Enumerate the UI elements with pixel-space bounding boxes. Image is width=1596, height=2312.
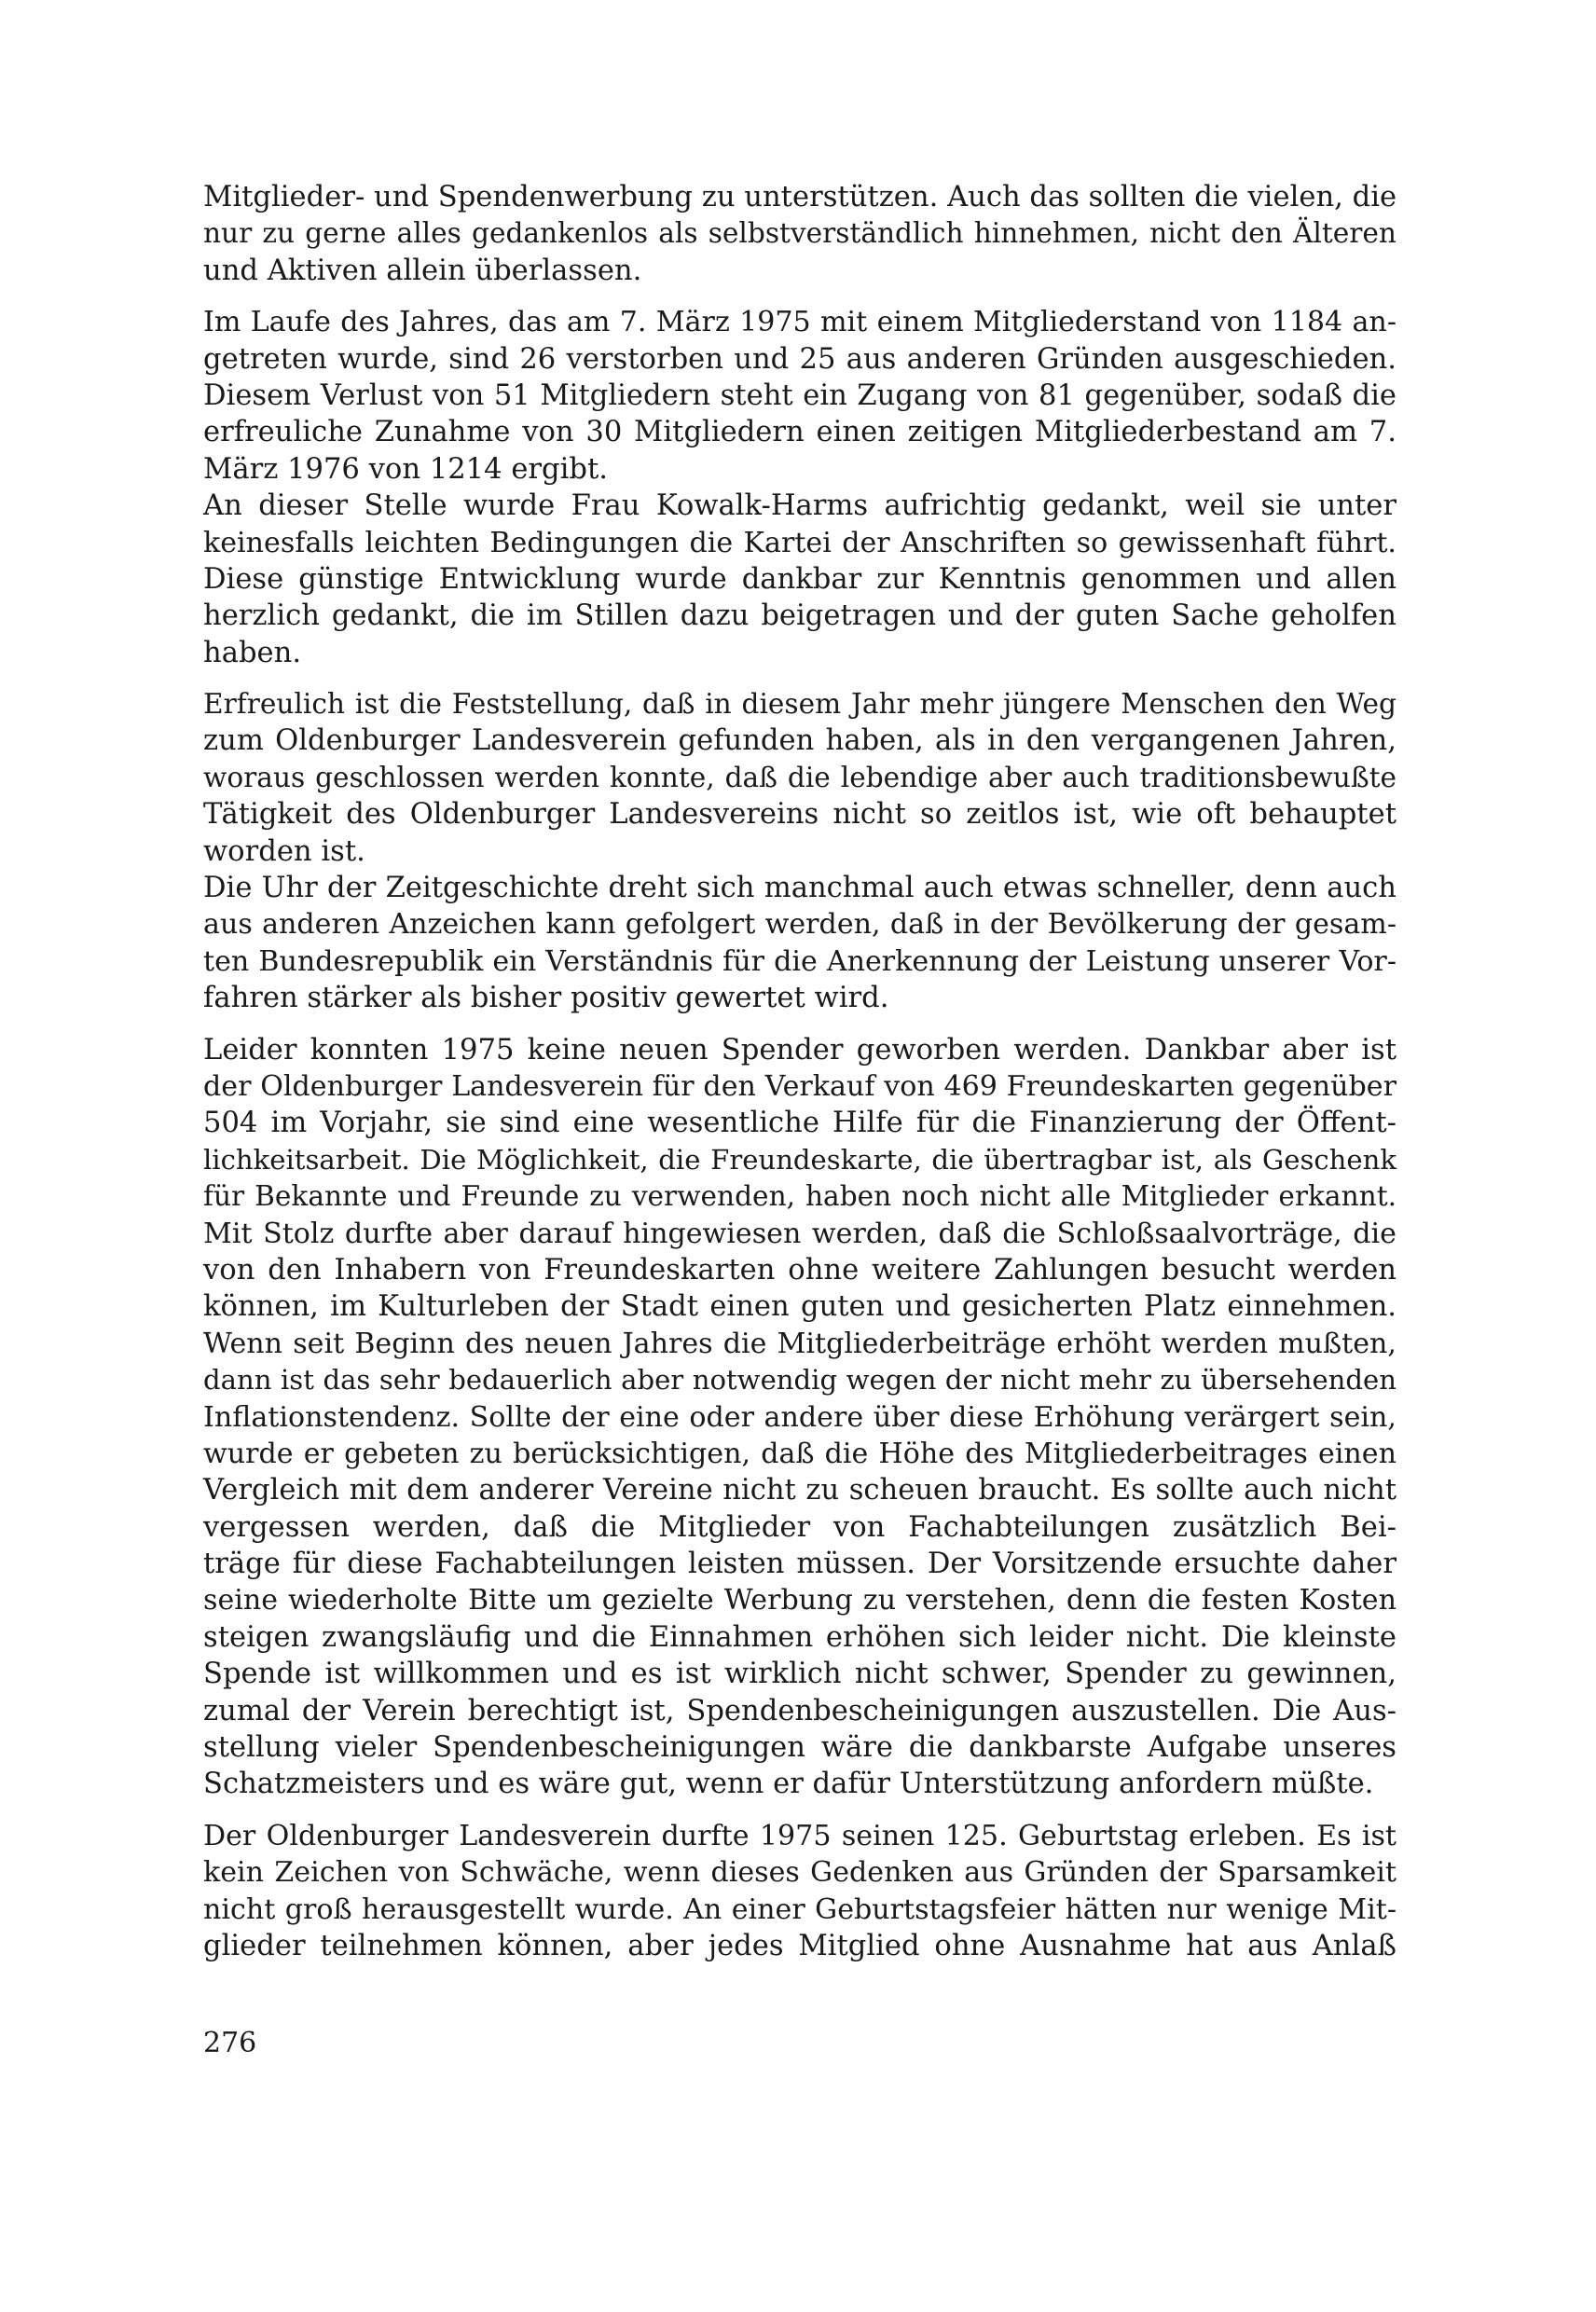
text-line: herzlich gedankt, die im Stillen dazu beigetragen und der guten Sache geholfen <box>203 599 1396 633</box>
text-line: glieder teilnehmen können, aber jedes Mitglied ohne Ausnahme hat aus Anlaß <box>203 1929 1396 1962</box>
paragraph-4 <box>203 686 1396 870</box>
text-line: träge für diese Fachabteilungen leisten müssen. Der Vorsitzende ersuchte daher <box>203 1548 1396 1581</box>
text-line: Der Oldenburger Landesverein durfte 1975 seinen 125. Geburtstag erleben. Es ist <box>203 1819 1396 1852</box>
text-line: Schatzmeisters und es wäre gut, wenn er dafür Unterstützung anfordern müßte. <box>203 1768 1374 1801</box>
text-line: getreten wurde, sind 26 verstorben und 25 aus anderen Gründen ausgeschieden. <box>203 342 1396 376</box>
page-body <box>203 179 1396 1964</box>
text-line: kein Zeichen von Schwäche, wenn dieses Gedenken aus Gründen der Sparsamkeit <box>203 1856 1396 1890</box>
text-line: dann ist das sehr bedauerlich aber notwendig wegen der nicht mehr zu übersehenden <box>203 1364 1396 1397</box>
text-line: nicht groß herausgestellt wurde. An einer Geburtstagsfeier hätten nur wenige Mit- <box>203 1892 1396 1926</box>
text-line: woraus geschlossen werden konnte, daß die lebendige aber auch traditionsbewußte <box>203 761 1396 793</box>
text-line: Leider konnten 1975 keine neuen Spender geworben werden. Dankbar aber ist <box>203 1033 1396 1067</box>
text-line: 504 im Vorjahr, sie sind eine wesentliche Hilfe für die Finanzierung der Öffent- <box>203 1107 1396 1140</box>
text-line: Diese günstige Entwicklung wurde dankbar zur Kenntnis genommen und allen <box>203 562 1396 596</box>
text-line: der Oldenburger Landesverein für den Verkauf von 469 Freundeskarten gegenüber <box>203 1069 1396 1103</box>
text-line: aus anderen Anzeichen kann gefolgert werden, daß in der Bevölkerung der gesam- <box>203 908 1396 942</box>
paragraph-5 <box>203 870 1396 1017</box>
text-line: keinesfalls leichten Bedingungen die Kartei der Anschriften so gewissenhaft führt. <box>203 526 1396 559</box>
text-line: Mit Stolz durfte aber darauf hingewiesen werden, daß die Schloßsaalvorträge, die <box>203 1217 1396 1250</box>
paragraph-1 <box>203 179 1396 289</box>
text-line: Spende ist willkommen und es ist wirklich nicht schwer, Spender zu gewinnen, <box>203 1658 1396 1691</box>
text-line: für Bekannte und Freunde zu verwenden, haben noch nicht alle Mitglieder erkannt. <box>203 1180 1396 1213</box>
text-line: An dieser Stelle wurde Frau Kowalk-Harms aufrichtig gedankt, weil sie unter <box>203 489 1396 523</box>
paragraph-2 <box>203 304 1396 488</box>
text-line: erfreuliche Zunahme von 30 Mitgliedern einen zeitigen Mitgliederbestand am 7. <box>203 416 1396 449</box>
text-line: wurde er gebeten zu berücksichtigen, daß die Höhe des Mitgliederbeitrages einen <box>203 1437 1396 1470</box>
text-line: März 1976 von 1214 ergibt. <box>203 452 609 486</box>
text-line: haben. <box>203 636 302 669</box>
text-line: Im Laufe des Jahres, das am 7. März 1975 mit einem Mitgliederstand von 1184 an- <box>203 306 1396 339</box>
text-line: können, im Kulturleben der Stadt einen guten und gesicherten Platz einnehmen. <box>203 1290 1396 1324</box>
paragraph-3 <box>203 488 1396 671</box>
text-line: Mitglieder- und Spendenwerbung zu unterstützen. Auch das sollten die vielen, die <box>203 181 1397 213</box>
text-line: Diesem Verlust von 51 Mitgliedern steht ein Zugang von 81 gegenüber, sodaß die <box>203 378 1396 412</box>
text-line: Wenn seit Beginn des neuen Jahres die Mitgliederbeiträge erhöht werden mußten, <box>203 1327 1396 1360</box>
text-line: ten Bundesrepublik ein Verständnis für die Anerkennung der Leistung unserer Vor- <box>203 944 1396 978</box>
text-line: fahren stärker als bisher positiv gewertet wird. <box>203 982 889 1015</box>
text-line: vergessen werden, daß die Mitglieder von Fachabteilungen zusätzlich Bei- <box>203 1510 1396 1544</box>
paragraph-6 <box>203 1032 1396 1803</box>
text-line: lichkeitsarbeit. Die Möglichkeit, die Freundeskarte, die übertragbar ist, als Geschenk <box>203 1143 1396 1176</box>
text-line: stellung vieler Spendenbescheinigungen wäre die dankbarste Aufgabe unseres <box>203 1731 1396 1765</box>
text-line: nur zu gerne alles gedankenlos als selbstverständlich hinnehmen, nicht den Älteren <box>203 217 1396 250</box>
text-line: zumal der Verein berechtigt ist, Spendenbescheinigungen auszustellen. Die Aus- <box>203 1694 1396 1727</box>
text-line: worden ist. <box>203 834 365 868</box>
text-line: Erfreulich ist die Feststellung, daß in diesem Jahr mehr jüngere Menschen den Weg <box>203 688 1396 721</box>
text-line: von den Inhabern von Freundeskarten ohne weitere Zahlungen besucht werden <box>203 1253 1396 1287</box>
text-line: Vergleich mit dem anderer Vereine nicht zu scheuen braucht. Es sollte auch nicht <box>203 1474 1396 1507</box>
text-line: steigen zwangsläufig und die Einnahmen erhöhen sich leider nicht. Die kleinste <box>203 1620 1396 1654</box>
text-line: seine wiederholte Bitte um gezielte Werbung zu verstehen, denn die festen Kosten <box>203 1584 1396 1617</box>
paragraph-7 <box>203 1818 1396 1965</box>
text-line: und Aktiven allein überlassen. <box>203 254 642 287</box>
text-line: zum Oldenburger Landesverein gefunden haben, als in den vergangenen Jahren, <box>203 724 1396 758</box>
text-line: Inflationstendenz. Sollte der eine oder andere über diese Erhöhung verärgert sein, <box>203 1400 1396 1434</box>
text-line: Die Uhr der Zeitgeschichte dreht sich manchmal auch etwas schneller, denn auch <box>203 872 1396 905</box>
page-number: 276 <box>203 2027 257 2059</box>
text-line: Tätigkeit des Oldenburger Landesvereins nicht so zeitlos ist, wie oft behauptet <box>203 798 1396 832</box>
